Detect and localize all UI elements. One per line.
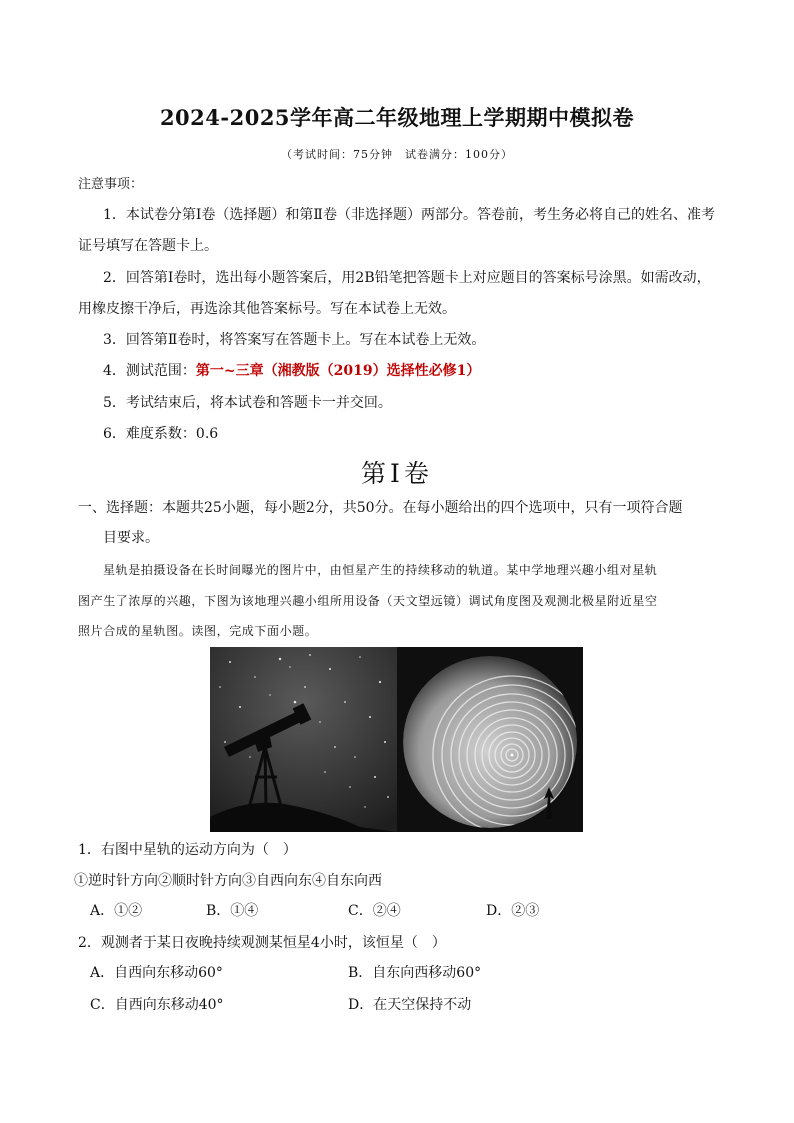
star-trail-photo: [397, 647, 583, 832]
exam-subtitle: （考试时间：75分钟 试卷满分：100分）: [281, 148, 513, 161]
test-scope: 第一~三章（湘教版（2019）选择性必修1）: [195, 363, 481, 379]
question-2-option-b[interactable]: B．自东向西移动60°: [348, 965, 482, 981]
question-2-stem: 2．观测者于某日夜晚持续观测某恒星4小时，该恒星（ ）: [78, 935, 446, 951]
notice-item-1a: 1．本试卷分第Ⅰ卷（选择题）和第Ⅱ卷（非选择题）两部分。答卷前，考生务必将自己的姓名、准考: [103, 207, 715, 223]
telescope-photo: [210, 647, 397, 832]
question-2-option-a[interactable]: A．自西向东移动60°: [90, 965, 223, 981]
notice-item-5: 5．考试结束后，将本试卷和答题卡一并交回。: [103, 395, 392, 411]
passage-line-3: 照片合成的星轨图。读图，完成下面小题。: [78, 624, 318, 638]
passage-line-1: 星轨是拍摄设备在长时间曝光的图片中，由恒星产生的持续移动的轨道。某中学地理兴趣小组对星轨: [103, 563, 658, 577]
exam-title: 2024-2025学年高二年级地理上学期期中模拟卷: [159, 105, 635, 130]
section-instruction-b: 目要求。: [103, 530, 159, 546]
notice-item-6: 6．难度系数：0.6: [103, 426, 219, 442]
figure-image: [210, 647, 583, 832]
notice-item-2a: 2．回答第Ⅰ卷时，选出每小题答案后，用2B铅笔把答题卡上对应题目的答案标号涂黑。如需改动，: [103, 270, 711, 286]
notice-item-1b: 证号填写在答题卡上。: [78, 238, 218, 254]
question-1-option-b[interactable]: B．①④: [206, 903, 259, 919]
section-instruction-a: 一、选择题：本题共25小题，每小题2分，共50分。在每小题给出的四个选项中，只有一项符合题: [78, 500, 683, 516]
notice-heading: 注意事项：: [78, 177, 144, 192]
question-1-statements: ①逆时针方向②顺时针方向③自西向东④自东向西: [74, 873, 382, 889]
passage-line-2: 图产生了浓厚的兴趣，下图为该地理兴趣小组所用设备（天文望远镜）调试角度图及观测北极星附近星空: [78, 594, 658, 608]
notice-item-3: 3．回答第Ⅱ卷时，将答案写在答题卡上。写在本试卷上无效。: [103, 332, 486, 348]
question-1-option-a[interactable]: A．①②: [90, 903, 143, 919]
question-2-option-c[interactable]: C．自西向东移动40°: [90, 997, 224, 1013]
section-title: 第Ⅰ卷: [361, 459, 433, 488]
question-1-option-d[interactable]: D．②③: [486, 903, 540, 919]
notice-item-4-prefix: 4．测试范围：: [103, 363, 196, 379]
notice-item-2b: 用橡皮擦干净后，再选涂其他答案标号。写在本试卷上无效。: [78, 301, 456, 317]
figure-telescope-and-star-trails: [210, 647, 583, 832]
question-1-stem: 1．右图中星轨的运动方向为（ ）: [78, 842, 297, 858]
notice-item-4: [103, 361, 480, 381]
question-2-option-d[interactable]: D．在天空保持不动: [348, 997, 472, 1013]
question-1-option-c[interactable]: C．②④: [348, 903, 401, 919]
